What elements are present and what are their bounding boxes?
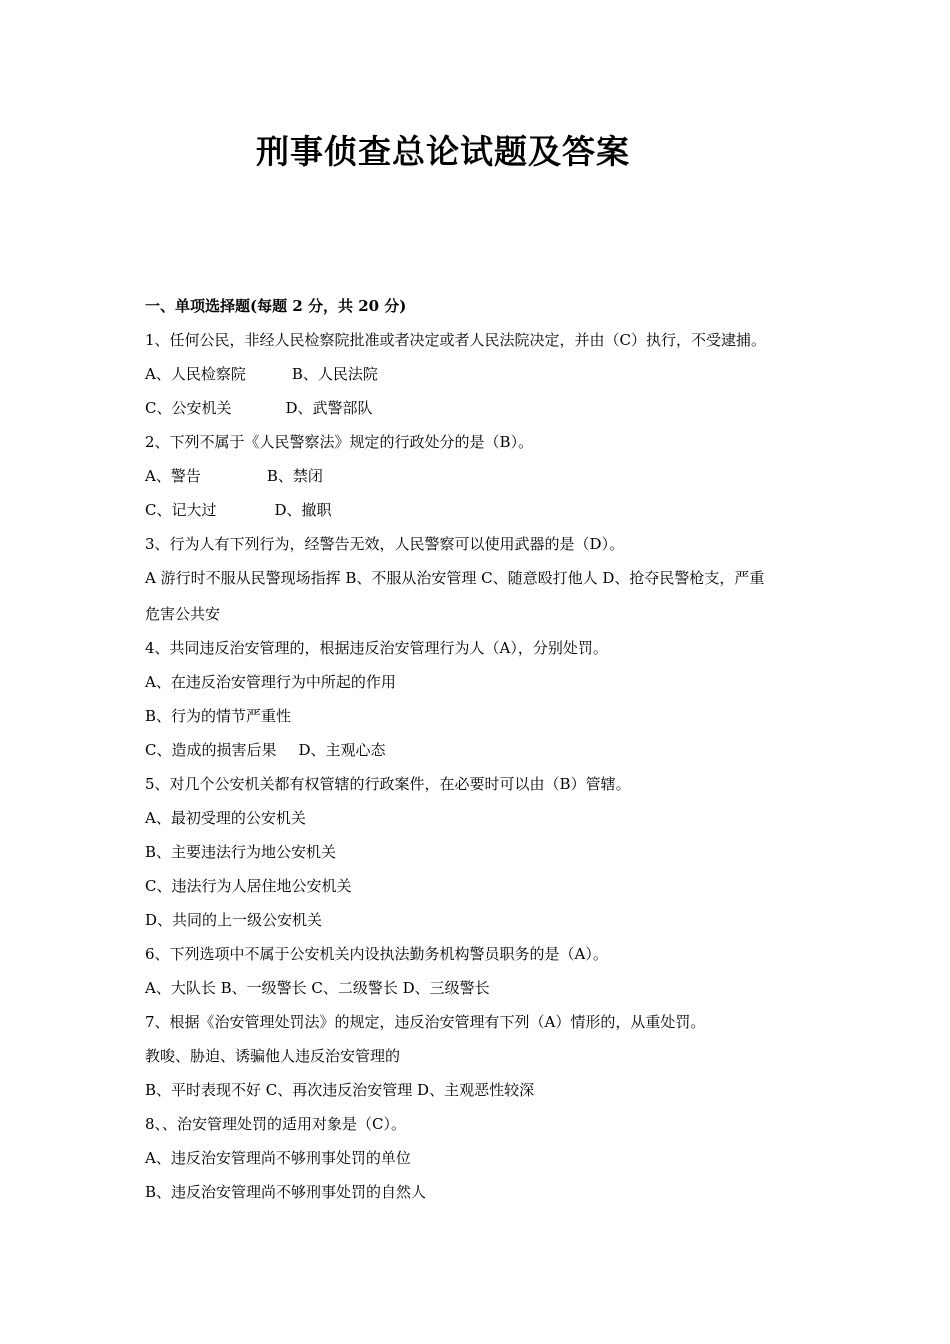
question-1-options-row-2	[145, 394, 815, 428]
question-5-option-d: D、共同的上一级公安机关	[145, 911, 323, 929]
question-5-option-b: B、主要违法行为地公安机关	[145, 843, 337, 861]
question-7-options-bcd: B、平时表现不好 C、再次违反治安管理 D、主观恶性较深	[145, 1081, 535, 1099]
question-8-option-b: B、违反治安管理尚不够刑事处罚的自然人	[145, 1183, 427, 1201]
question-6-stem: 6、下列选项中不属于公安机关内设执法勤务机构警员职务的是（A）。	[145, 945, 608, 963]
option-c: C、造成的损害后果	[145, 741, 277, 759]
document-body	[145, 292, 815, 1212]
option-d: D、撤职	[274, 501, 332, 519]
question-5-stem: 5、对几个公安机关都有权管辖的行政案件，在必要时可以由（B）管辖。	[145, 775, 631, 793]
question-8-option-a: A、违反治安管理尚不够刑事处罚的单位	[145, 1149, 411, 1167]
question-2-options-row-1	[145, 462, 815, 496]
option-d: D、主观心态	[298, 741, 386, 759]
option-a: A、警告	[145, 467, 201, 485]
question-4-option-b: B、行为的情节严重性	[145, 707, 292, 725]
option-b: B、人民法院	[291, 365, 378, 383]
option-c: C、公安机关	[145, 399, 232, 417]
question-3-stem: 3、行为人有下列行为，经警告无效，人民警察可以使用武器的是（D）。	[145, 535, 625, 553]
question-4-stem: 4、共同违反治安管理的，根据违反治安管理行为人（A），分别处罚。	[145, 639, 608, 657]
question-3-options-line-2: 危害公共安	[145, 605, 221, 623]
option-a: A、人民检察院	[145, 365, 246, 383]
question-7-option-a: 教唆、胁迫、诱骗他人违反治安管理的	[145, 1047, 401, 1065]
question-5-option-c: C、违法行为人居住地公安机关	[145, 877, 352, 895]
option-b: B、禁闭	[266, 467, 323, 485]
option-d: D、武警部队	[285, 399, 373, 417]
question-2-stem: 2、下列不属于《人民警察法》规定的行政处分的是（B）。	[145, 433, 534, 451]
question-8-stem: 8、、治安管理处罚的适用对象是（C）。	[145, 1115, 407, 1133]
question-4-option-a: A、在违反治安管理行为中所起的作用	[145, 673, 396, 691]
question-4-options-row-cd	[145, 736, 815, 770]
question-5-option-a: A、最初受理的公安机关	[145, 809, 306, 827]
document-title: 刑事侦查总论试题及答案	[256, 132, 630, 171]
question-3-options-line-1: A 游行时不服从民警现场指挥 B、不服从治安管理 C、随意殴打他人 D、抢夺民警枪支，严重	[145, 569, 765, 587]
question-7-stem: 7、根据《治安管理处罚法》的规定，违反治安管理有下列（A）情形的，从重处罚。	[145, 1013, 706, 1031]
option-c: C、记大过	[145, 501, 217, 519]
section-heading: 一、单项选择题(每题 2 分，共 20 分)	[145, 297, 407, 315]
question-2-options-row-2	[145, 496, 815, 530]
question-1-options-row-1	[145, 360, 815, 394]
question-1-stem: 1、任何公民，非经人民检察院批准或者决定或者人民法院决定，并由（C）执行，不受逮捕。	[145, 331, 767, 349]
question-6-options: A、大队长 B、一级警长 C、二级警长 D、三级警长	[145, 979, 490, 997]
